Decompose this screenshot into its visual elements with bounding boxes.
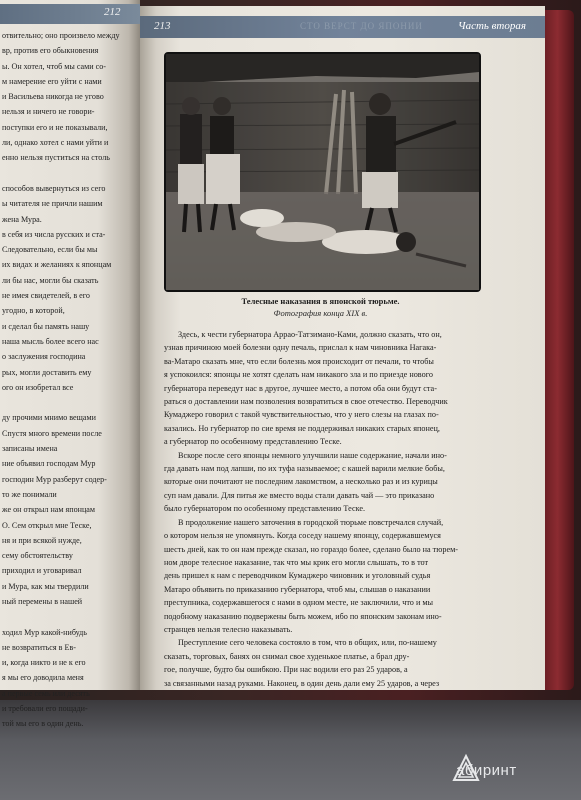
left-text-line: сему обстоятельству (2, 551, 73, 561)
body-text-line: Здесь, к чести губернатора Аррао-Татзимано-Ками, должно сказать, что он, (178, 330, 442, 339)
body-text-line: о котором нельзя не упомянуть. Когда соседу нашему японцу, содержавшемуся (164, 531, 441, 541)
body-text-line: узнав причиною моей болезни одну печаль, прислал к нам чиновника Нагака- (164, 343, 437, 353)
left-text-line: записаны имена (2, 444, 58, 454)
left-text-line: и сделал бы память нашу (2, 321, 90, 331)
body-text-line: казались. Но губернатор по сие время не поддерживал никаких старых японец, (164, 423, 440, 433)
body-text-line: подобному наказанию подвержены быть можем, ибо по японским законам ино- (164, 611, 442, 621)
left-text-line: угодно, в которой, (2, 306, 65, 316)
left-text-line (2, 166, 136, 181)
body-text-line: которые они почитают не последним лакомством, а несколько раз и из курицы (164, 477, 438, 487)
watermark-text: абиринт (456, 762, 517, 779)
body-text-line: шесть дней, как то он нам прежде сказал, но гораздо более, сделано было на тюрем- (164, 544, 458, 554)
left-text-line: то же понимали (2, 489, 57, 499)
body-text-line: губернатора переведут нас в другое, лучшее место, а потом оба они будут ста- (164, 383, 437, 393)
left-text-line: поступки его и не показывали, (2, 122, 108, 132)
left-text-line: м намерение его уйти с нами (2, 76, 102, 86)
body-text-line: суп нам давали. Для питья же вместо воды стали давать чай — это приказано (164, 490, 435, 500)
body-text-line: гда давать нам под лапши, по их туфа называемое; с кашей варили мелкие бобы, (164, 464, 445, 474)
body-text-line: ва-Матаро сказать мне, что если болезнь моя происходит от печали, то чтобы (164, 356, 434, 366)
left-text-line: не имея свидетелей, в его (2, 291, 90, 301)
body-text-line: раться о доставлении нам позволения возвратиться в свое отечество. Переводчик (164, 397, 448, 407)
left-text-line: не возвратиться в Ев- (2, 642, 76, 652)
photo-illustration (166, 54, 479, 290)
body-text-line: Кумаджеро говорил с такой чувствительностью, что у него слезы на глазах по- (164, 410, 439, 420)
left-text-line: способов вывернуться из сего (2, 183, 106, 193)
left-text-line: ходил Мур какой-нибудь (2, 627, 87, 637)
body-text-line: В продолжение нашего заточения в городской тюрьме повстречался случай, (178, 517, 444, 527)
body-text-line: день пришел к нам с переводчиком Кумаджеро чиновник и уголовный судья (164, 571, 431, 581)
left-text-line: вр, против его обыкновения (2, 46, 99, 56)
left-text-line: в себя из числа русских и ста- (2, 229, 106, 239)
body-text-line: а губернатор по особенному представлению Теске. (164, 437, 342, 447)
left-text-line: приходил и уговаривал (2, 566, 82, 576)
left-text-line: же он открыл нам японцам (2, 505, 96, 515)
left-text-line: рых, могли доставить ему (2, 367, 92, 377)
right-page-body-text (164, 328, 486, 690)
body-text-line: сказать, торговых, банях он снимал свое худенькое платье, а брал дру- (164, 651, 410, 661)
left-text-line: О. Сем открыл мне Теске, (2, 520, 92, 530)
left-text-line: и требовали его пощади- (2, 704, 88, 714)
left-page-text (2, 28, 136, 732)
left-page-number: 212 (104, 6, 121, 18)
left-text-line: той мы его в один день. (2, 719, 84, 729)
book-cover-edge (544, 10, 574, 690)
left-text-line: ный перемены в нашей (2, 596, 83, 606)
left-text-line: и Мура, как мы твердили (2, 581, 89, 591)
body-text-line: было губернатором по особенному представлению Теске. (164, 504, 366, 514)
left-text-line: ду прочими мнимо вещами (2, 413, 96, 423)
right-page-number: 213 (154, 20, 171, 32)
left-text-line: ы. Он хотел, чтоб мы сами со- (2, 61, 106, 71)
photo-caption-title: Телесные наказания в японской тюрьме. (241, 296, 400, 306)
left-text-line (2, 395, 136, 410)
body-text-line: я успокоился: японцы не хотят сделать нам никакого зла и по приезде нового (164, 370, 433, 380)
running-head-faint: СТО ВЕРСТ ДО ЯПОНИИ (300, 21, 423, 31)
photo-caption-subtitle: Фотография конца XIX в. (273, 308, 368, 318)
left-text-line: я мы его доводила меня (2, 673, 84, 683)
left-text-line: ня и при всякой нужде, (2, 535, 82, 545)
left-text-line: жена Мура. (2, 214, 42, 224)
prison-punishment-photo (164, 52, 481, 292)
body-text-line: преступника, содержавшегося с нами в одном месте, не заключили, что и мы (164, 598, 434, 608)
body-text-line: за связанными назад руками. Наконец, в один день дали ему 25 ударов, а через (164, 678, 440, 688)
left-text-line (2, 609, 136, 624)
left-text-line: их видах и желаниях к японцам (2, 260, 112, 270)
left-text-line: ы читателя не причли нашим (2, 199, 103, 209)
body-text-line: гое, получше, будто бы ошибкою. При нас водили его раз 25 ударов, а (164, 665, 408, 675)
left-text-line: о заслужения господина (2, 352, 86, 362)
left-text-line: нельзя и ничего не говори- (2, 107, 95, 117)
left-text-line: Следовательно, если бы мы (2, 245, 98, 255)
left-page (0, 0, 140, 729)
body-text-line: странцев нельзя телесно наказывать. (164, 624, 293, 634)
left-text-line: и Васильева никогда не угово (2, 92, 104, 102)
body-text-line: Преступление сего человека состояло в том, что в общих, или, по-нашему (178, 638, 437, 648)
left-text-line: енно нельзя пуститься на столь (2, 153, 110, 163)
left-text-line: отвительно; оно произвело между (2, 31, 120, 40)
left-text-line: наша мысль более всего нас (2, 336, 99, 346)
left-text-line: ого он изобретал все (2, 382, 74, 392)
left-text-line: и, когда никто и не к его (2, 658, 86, 668)
body-text-line: Матаро объявить по приказанию губернатора, чтоб мы, слышав о наказании (164, 584, 431, 594)
right-page (140, 6, 545, 690)
left-text-line: а первые семь или десять (2, 688, 90, 698)
running-head: Часть вторая (458, 20, 526, 32)
left-text-line: господин Мур разберут содер- (2, 474, 107, 484)
body-text-line: Вскоре после сего японцы немного улучшили наше содержание, начали ино- (178, 450, 447, 460)
body-text-line: ном дворе телесное наказание, так что мы крик его могли слышать, то в тот (164, 557, 429, 567)
left-text-line: ли бы нас, могли бы сказать (2, 275, 99, 285)
left-text-line: ние объявил господам Мур (2, 459, 96, 469)
left-text-line: ли, однако хотел с нами уйти и (2, 138, 109, 148)
left-text-line: Спустя много времени после (2, 428, 102, 438)
